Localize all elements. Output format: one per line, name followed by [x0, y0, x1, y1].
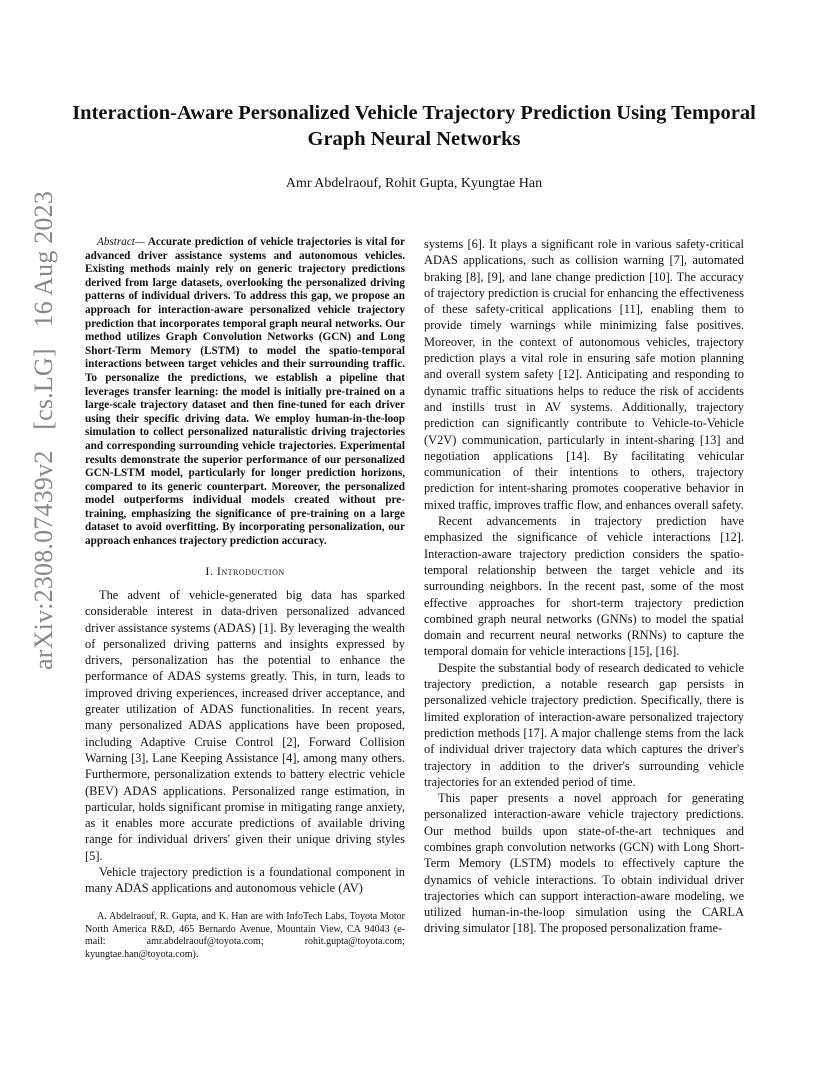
- section-heading-introduction: I. Introduction: [205, 563, 285, 578]
- arxiv-id: arXiv:2308.07439v2: [29, 450, 58, 670]
- abstract: [85, 236, 405, 549]
- arxiv-date: 16 Aug 2023: [29, 190, 58, 328]
- paragraph: Recent advancements in trajectory prediction have emphasized the significance of vehicle interactions [12]. Interaction-aware trajectory prediction considers the spatio-temporal relationship between the target vehicle and its surrounding neighbors. In the recent past, some of the most effective approaches for short-term trajectory prediction combined graph neural networks (GNNs) to model the spatial domain and recurrent neural networks (RNNs) to capture the temporal domain for vehicle interactions [15], [16].: [424, 514, 744, 659]
- paragraph: systems [6]. It plays a significant role in various safety-critical ADAS applications, such as collision warning [7], automated braking [8], [9], and lane change prediction [10]. The accuracy of trajectory prediction is crucial for enhancing the effectiveness of these safety-critical applications [11], enabling them to provide timely warnings while minimizing false positives. Moreover, in the context of autonomous vehicles, trajectory prediction plays a vital role in ensuring safe motion planning and overall system safety [12]. Anticipating and responding to dynamic traffic situations helps to reduce the risk of accidents and instills trust in AV systems. Additionally, trajectory prediction can significantly contribute to Vehicle-to-Vehicle (V2V) communication, particularly in intent-sharing [13] and negotiation applications [14]. By facilitating vehicular communication of their intentions to others, trajectory prediction for intent-sharing promotes cooperative behavior in mixed traffic, improves traffic flow, and enhances overall safety.: [424, 237, 744, 512]
- arxiv-category: [cs.LG]: [29, 348, 58, 430]
- left-column: [85, 236, 405, 897]
- author-list: Amr Abdelraouf, Rohit Gupta, Kyungtae Han: [285, 176, 543, 191]
- abstract-label: Abstract—: [97, 236, 145, 248]
- paragraph: Despite the substantial body of research dedicated to vehicle trajectory prediction, a notable research gap persists in personalized vehicle trajectory prediction. Specifically, there is limited exploration of interaction-aware personalized trajectory prediction methods [17]. A major challenge stems from the lack of individual driver trajectory data which captures the driver's trajectory in addition to the driver's surrounding vehicle trajectories for an extended period of time.: [424, 660, 744, 789]
- right-column: [424, 236, 744, 937]
- paragraph: This paper presents a novel approach for generating personalized interaction-aware vehicle trajectory predictions. Our method builds upon state-of-the-art techniques and combines graph convolution networks (GCN) with Long Short-Term Memory (LSTM) models to effectively capture the dynamics of vehicle interactions. To obtain individual driver trajectories which can support interaction-aware modeling, we utilized human-in-the-loop simulation using the CARLA driving simulator [18]. The proposed personalization frame-: [424, 791, 744, 936]
- paragraph: The advent of vehicle-generated big data has sparked considerable interest in data-driven personalized advanced driver assistance systems (ADAS) [1]. By leveraging the wealth of personalized driving patterns and insights expressed by drivers, personalization has the potential to enhance the performance of ADAS systems greatly. This, in turn, leads to improved driving experiences, increased driver acceptance, and greater utilization of ADAS functionalities. In recent years, many personalized ADAS applications have been proposed, including Adaptive Cruise Control [2], Forward Collision Warning [3], Lane Keeping Assistance [4], among many others. Furthermore, personalization extends to battery electric vehicle (BEV) ADAS applications. Personalized range estimation, in particular, holds significant promise in mitigating range anxiety, as it enables more accurate predictions of available driving range for individual drivers' given their unique driving styles [5].: [85, 587, 405, 863]
- arxiv-watermark: [29, 177, 59, 670]
- abstract-text: Accurate prediction of vehicle trajectories is vital for advanced driver assistance systems and autonomous vehicles. Existing methods mainly rely on generic trajectory predictions derived from large datasets, overlooking the personalized driving patterns of individual drivers. To address this gap, we propose an approach for interaction-aware personalized vehicle trajectory prediction that incorporates temporal graph neural networks. Our method utilizes Graph Convolution Networks (GCN) and Long Short-Term Memory (LSTM) to model the spatio-temporal interactions between target vehicles and their surrounding traffic. To personalize the predictions, we establish a pipeline that leverages transfer learning: the model is initially pre-trained on a large-scale trajectory dataset and then fine-tuned for each driver using their specific driving data. We employ human-in-the-loop simulation to collect personalized naturalistic driving trajectories and corresponding surrounding vehicle trajectories. Experimental results demonstrate the superior performance of our personalized GCN-LSTM model, particularly for longer prediction horizons, compared to its generic counterpart. Moreover, the personalized model outperforms individual models created without pre-training, emphasizing the significance of pre-training on a large dataset to avoid overfitting. By incorporating personalization, our approach enhances trajectory prediction accuracy.: [85, 236, 405, 548]
- paragraph: Vehicle trajectory prediction is a foundational component in many ADAS applications and autonomous vehicle (AV): [85, 865, 405, 896]
- paper-title: Interaction-Aware Personalized Vehicle Trajectory Prediction Using Temporal Graph Neural Networks: [72, 102, 756, 150]
- author-affiliation-footnote: A. Abdelraouf, R. Gupta, and K. Han are with InfoTech Labs, Toyota Motor North America R&D, 465 Bernardo Avenue, Mountain View, CA 94043 (e-mail: amr.abdelraouf@toyota.com; rohit.gupta@toyota.com; kyungtae.han@toyota.com).: [85, 911, 405, 960]
